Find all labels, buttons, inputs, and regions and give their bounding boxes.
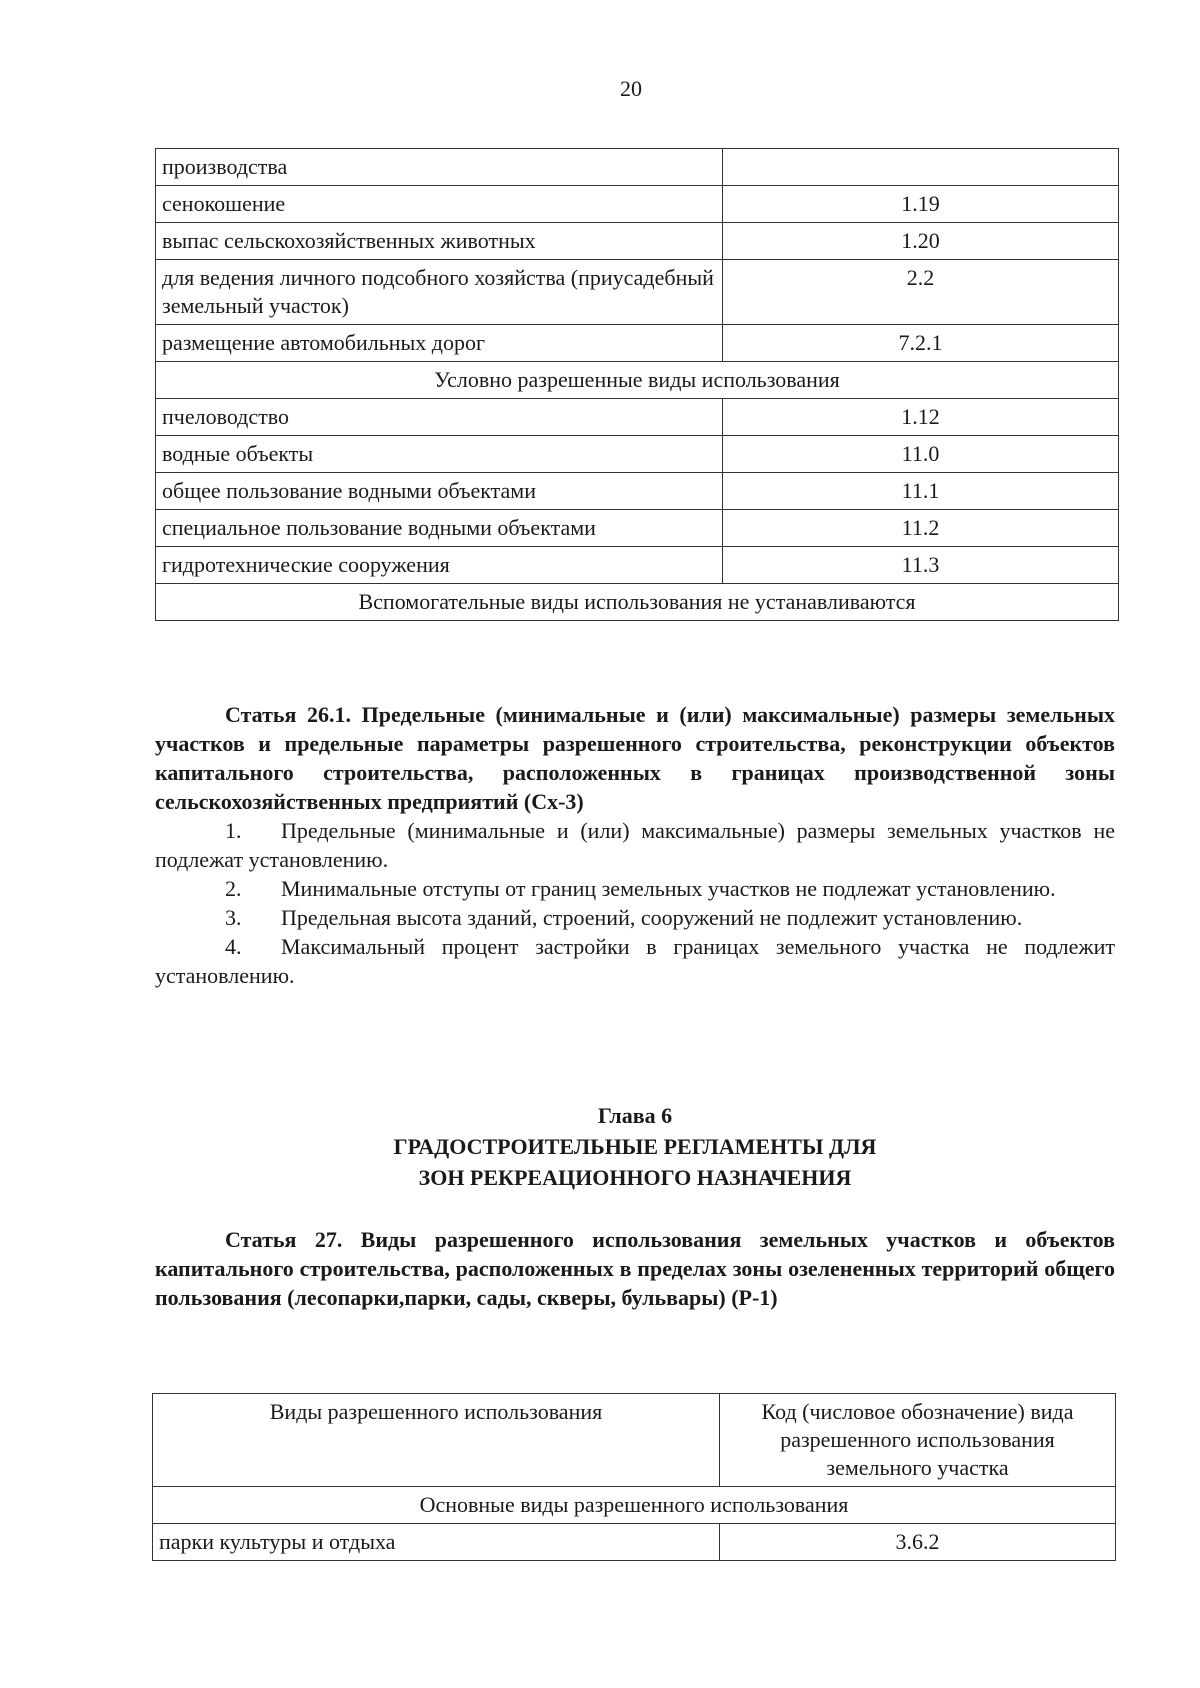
use-code (723, 149, 1119, 186)
table-row (156, 436, 1119, 473)
use-code: 11.0 (723, 436, 1119, 473)
use-name: сенокошение (156, 186, 723, 223)
article-26-1 (155, 700, 1115, 990)
chapter-heading (155, 1100, 1115, 1193)
use-code: 7.2.1 (723, 325, 1119, 362)
section-label: Вспомогательные виды использования не устанавливаются (156, 584, 1119, 621)
article-26-1-item-4: 4. Максимальный процент застройки в границах земельного участка не подлежит установлению. (155, 934, 1115, 988)
use-code: 11.3 (723, 547, 1119, 584)
article-27 (155, 1225, 1115, 1312)
chapter-number: Глава 6 (597, 1103, 673, 1128)
use-name: для ведения личного подсобного хозяйства (приусадебный земельный участок) (156, 260, 723, 325)
table-header-row (153, 1394, 1116, 1487)
table-row (156, 186, 1119, 223)
article-26-1-heading: Статья 26.1. Предельные (минимальные и (или) максимальные) размеры земельных участков и предельные параметры разрешенного строительства, реконструкции объектов капитального строительства, расположенных в границах производственной зоны сельскохозяйственных предприятий (Сх-3) (155, 702, 1115, 814)
table-section-row (153, 1487, 1116, 1524)
article-26-1-item-3: 3. Предельная высота зданий, строений, сооружений не подлежит установлению. (225, 905, 1023, 930)
use-name: пчеловодство (156, 399, 723, 436)
use-name: водные объекты (156, 436, 723, 473)
header-use-types: Виды разрешенного использования (153, 1394, 720, 1487)
chapter-title-line-1: ГРАДОСТРОИТЕЛЬНЫЕ РЕГЛАМЕНТЫ ДЛЯ (393, 1134, 877, 1159)
use-name: парки культуры и отдыха (153, 1524, 720, 1561)
use-code: 1.19 (723, 186, 1119, 223)
table-row (156, 547, 1119, 584)
table-row (156, 223, 1119, 260)
table-row (156, 510, 1119, 547)
use-name: гидротехнические сооружения (156, 547, 723, 584)
table-section-row (156, 584, 1119, 621)
use-code: 1.12 (723, 399, 1119, 436)
use-name: специальное пользование водными объектами (156, 510, 723, 547)
page-number: 20 (620, 76, 642, 101)
use-name: выпас сельскохозяйственных животных (156, 223, 723, 260)
table-row (156, 325, 1119, 362)
table-row (156, 149, 1119, 186)
table-row (156, 260, 1119, 325)
use-name: общее пользование водными объектами (156, 473, 723, 510)
use-code: 11.2 (723, 510, 1119, 547)
article-26-1-item-1: 1. Предельные (минимальные и (или) максимальные) размеры земельных участков не подлежат установлению. (155, 818, 1115, 872)
table-row (156, 399, 1119, 436)
use-code: 1.20 (723, 223, 1119, 260)
table-row (153, 1524, 1116, 1561)
use-name: размещение автомобильных дорог (156, 325, 723, 362)
table-section-row (156, 362, 1119, 399)
section-main-uses: Основные виды разрешенного использования (153, 1487, 1116, 1524)
chapter-title-line-2: ЗОН РЕКРЕАЦИОННОГО НАЗНАЧЕНИЯ (418, 1165, 852, 1190)
use-code: 3.6.2 (720, 1524, 1116, 1561)
section-label: Условно разрешенные виды использования (156, 362, 1119, 399)
land-use-table-bottom (152, 1393, 1116, 1561)
use-code: 2.2 (723, 260, 1119, 325)
article-26-1-item-2: 2. Минимальные отступы от границ земельных участков не подлежат установлению. (225, 876, 1056, 901)
table-row (156, 473, 1119, 510)
land-use-table-top (155, 148, 1119, 621)
use-name: производства (156, 149, 723, 186)
article-27-heading: Статья 27. Виды разрешенного использования земельных участков и объектов капитального строительства, расположенных в пределах зоны озелененных территорий общего пользования (лесопарки,парки, сады, скверы, бульвары) (Р-1) (155, 1227, 1115, 1310)
header-code: Код (числовое обозначение) вида разрешенного использования земельного участка (720, 1394, 1116, 1487)
use-code: 11.1 (723, 473, 1119, 510)
